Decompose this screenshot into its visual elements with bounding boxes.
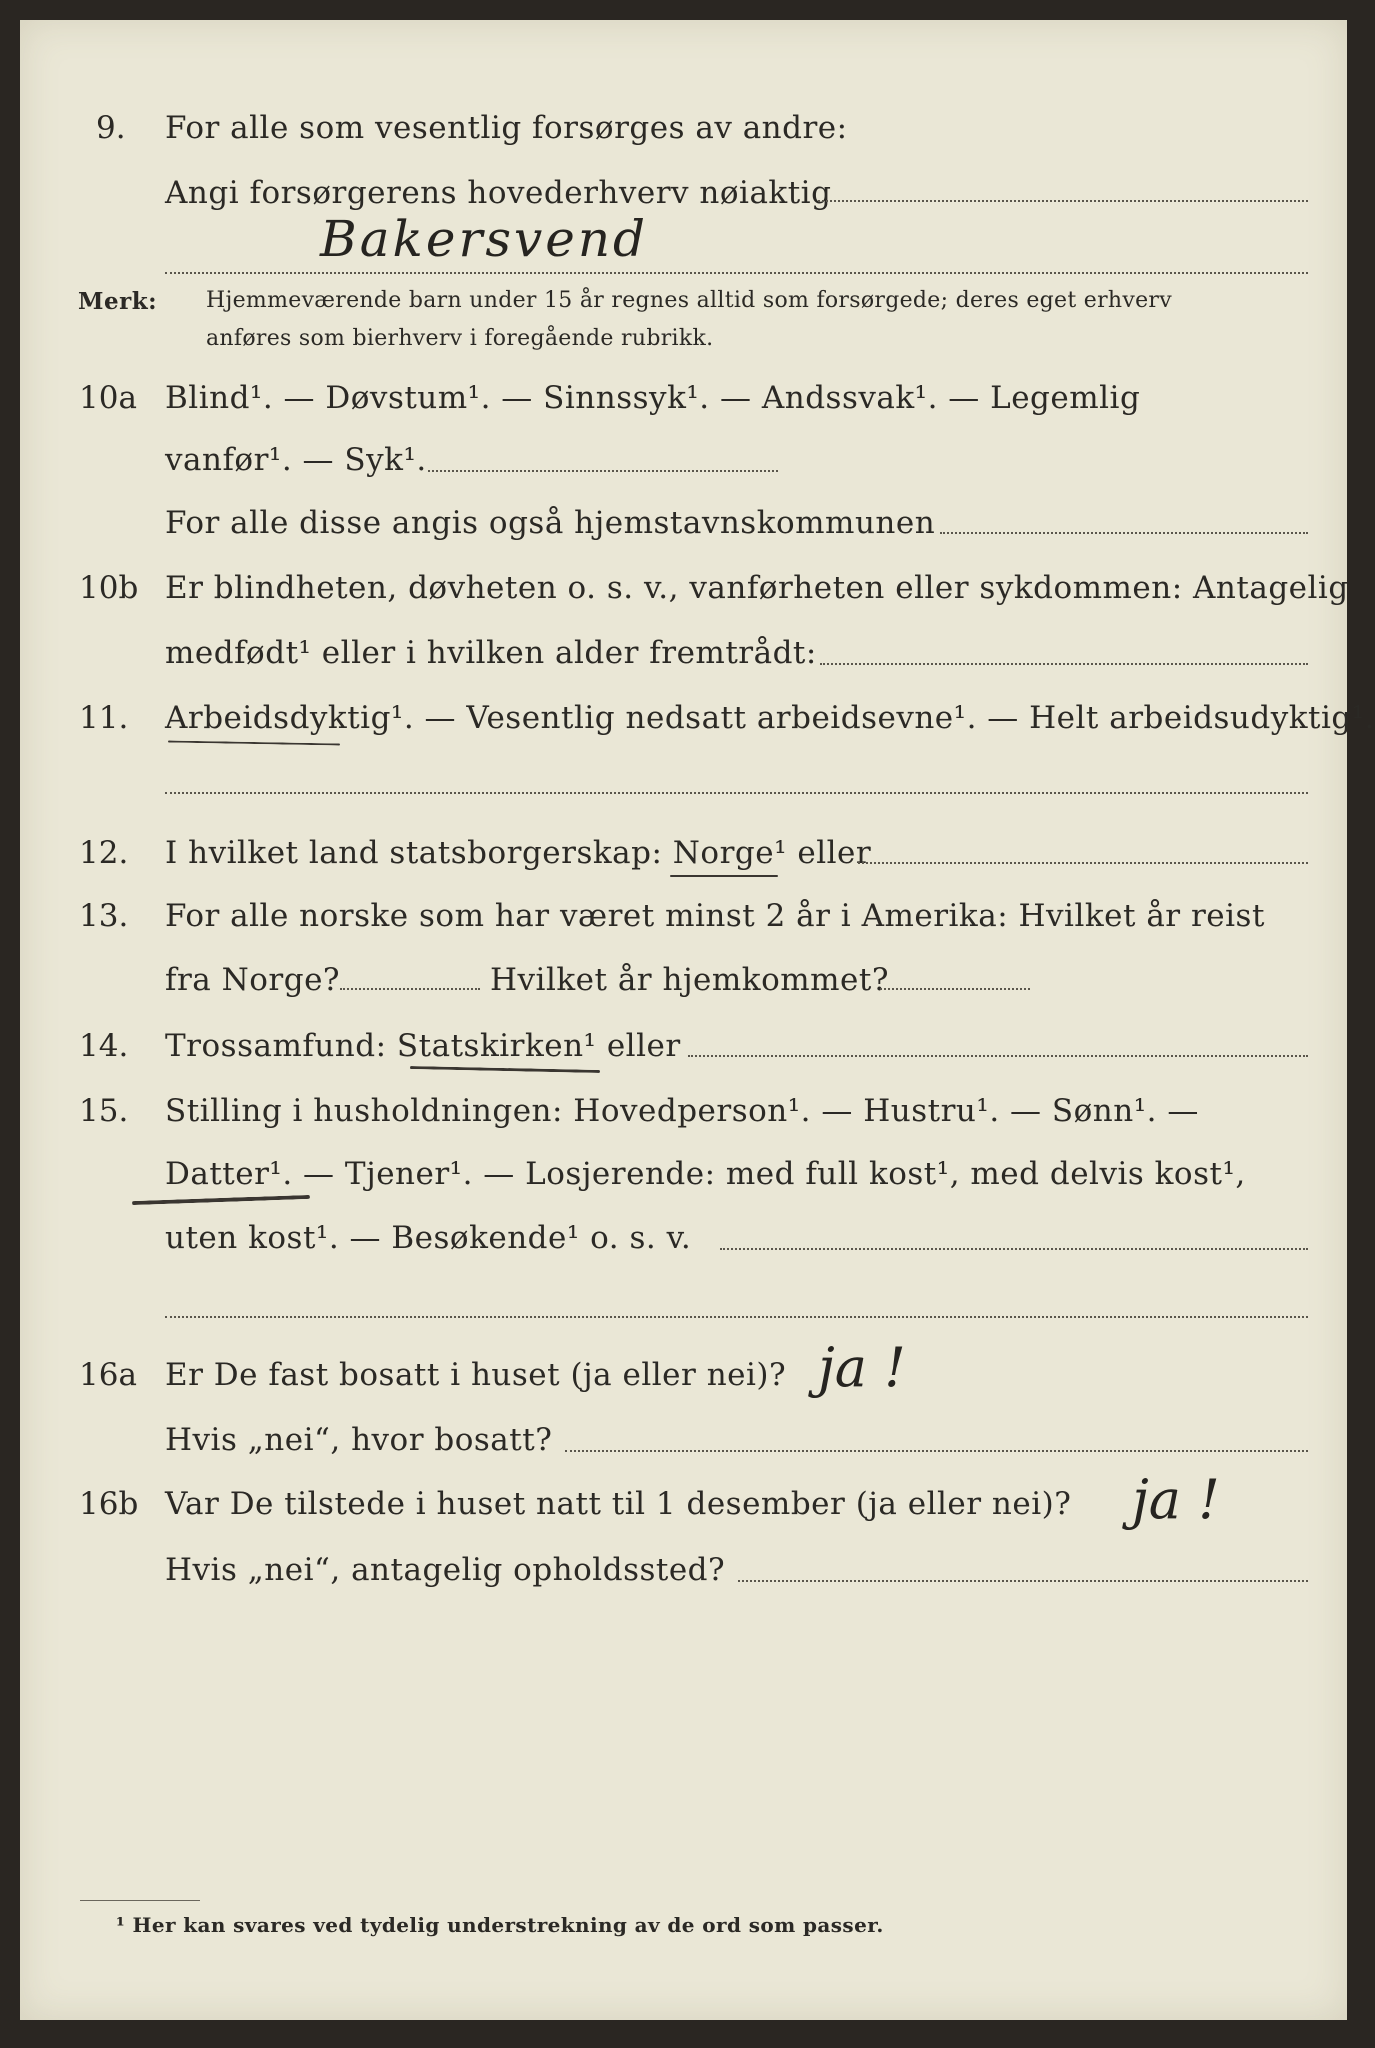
q16b-handwritten-answer: ja ! xyxy=(1132,1468,1220,1531)
q9-text-line1: For alle som vesentlig forsørges av andre: xyxy=(165,110,848,146)
q14-text-line1: Trossamfund: Statskirken¹ eller xyxy=(165,1028,681,1064)
q16a-text-line1: Er De fast bosatt i huset (ja eller nei)? xyxy=(165,1357,787,1393)
q16a-text-line2: Hvis „nei“, hvor bosatt? xyxy=(165,1422,553,1458)
q16a-number: 16a xyxy=(79,1357,137,1393)
q11-number: 11. xyxy=(79,700,129,736)
q12-number: 12. xyxy=(79,835,129,871)
q16b-text-line1: Var De tilstede i huset natt til 1 desember (ja eller nei)? xyxy=(165,1486,1072,1522)
q16a-dotted-line xyxy=(565,1450,1308,1452)
q11-dotted-line xyxy=(165,792,1308,794)
q15-text-line2: Datter¹. — Tjener¹. — Losjerende: med full kost¹, med delvis kost¹, xyxy=(165,1156,1246,1192)
q13-hjemkommet-dotted-line xyxy=(880,988,1030,990)
q15-text-line1: Stilling i husholdningen: Hovedperson¹. — Hustru¹. — Sønn¹. — xyxy=(165,1093,1199,1129)
q9-dotted-line xyxy=(818,200,1308,202)
q15-blank-dotted-line xyxy=(165,1316,1308,1318)
q15-dotted-line xyxy=(720,1248,1308,1250)
q9-text-line2: Angi forsørgerens hovederhverv nøiaktig xyxy=(165,175,832,211)
q10a-text-line3: For alle disse angis også hjemstavnskommunen xyxy=(165,505,936,541)
q10a-text-line2: vanfør¹. — Syk¹. xyxy=(165,442,427,478)
q10a-hjemstavn-dotted-line xyxy=(940,532,1308,534)
q9-answer-dotted-line xyxy=(165,272,1308,274)
q9-handwritten-answer: Bakersvend xyxy=(320,210,649,268)
q15-text-line3: uten kost¹. — Besøkende¹ o. s. v. xyxy=(165,1220,692,1256)
q15-underline-datter xyxy=(132,1195,310,1205)
merk-label: Merk: xyxy=(78,288,158,315)
merk-text-line2: anføres som bierhverv i foregående rubrikk. xyxy=(206,326,714,351)
q16a-handwritten-answer: ja ! xyxy=(818,1336,906,1399)
q10b-dotted-line xyxy=(820,663,1308,665)
q10a-number: 10a xyxy=(79,380,137,416)
q15-number: 15. xyxy=(79,1093,129,1129)
q11-underline-arbeidsdyktig xyxy=(168,740,340,745)
merk-text-line1: Hjemmeværende barn under 15 år regnes alltid som forsørgede; deres eget erhverv xyxy=(206,288,1172,313)
q13-text-line1: For alle norske som har været minst 2 år i Amerika: Hvilket år reist xyxy=(165,898,1265,934)
q10a-text-line1: Blind¹. — Døvstum¹. — Sinnssyk¹. — Andssvak¹. — Legemlig xyxy=(165,380,1141,416)
q10a-dotted-line xyxy=(428,470,778,472)
q16b-dotted-line xyxy=(738,1580,1308,1582)
q16b-text-line2: Hvis „nei“, antagelig opholdssted? xyxy=(165,1552,726,1588)
q13-number: 13. xyxy=(79,898,129,934)
q10b-text-line2: medfødt¹ eller i hvilken alder fremtrådt: xyxy=(165,635,817,671)
q13-text-line2b: Hvilket år hjemkommet? xyxy=(490,962,889,998)
footnote-text: ¹ Her kan svares ved tydelig understrekning av de ord som passer. xyxy=(116,1913,884,1937)
q14-dotted-line xyxy=(688,1055,1308,1057)
census-form-page xyxy=(20,20,1375,2020)
q12-dotted-line xyxy=(858,862,1308,864)
q13-reist-dotted-line xyxy=(340,988,480,990)
q14-number: 14. xyxy=(79,1028,129,1064)
q10b-number: 10b xyxy=(79,570,139,606)
q12-text-line1: I hvilket land statsborgerskap: Norge¹ eller xyxy=(165,835,872,871)
q13-text-line2a: fra Norge? xyxy=(165,962,341,998)
footnote-rule xyxy=(80,1900,200,1901)
q12-underline-norge xyxy=(670,875,778,877)
q10b-text-line1: Er blindheten, døvheten o. s. v., vanførheten eller sykdommen: Antagelig xyxy=(165,570,1349,606)
q14-underline-statskirken xyxy=(410,1066,600,1073)
q16b-number: 16b xyxy=(79,1486,139,1522)
q11-text-line1: Arbeidsdyktig¹. — Vesentlig nedsatt arbeidsevne¹. — Helt arbeidsudyktig¹. xyxy=(165,700,1375,736)
q9-number: 9. xyxy=(96,110,126,146)
